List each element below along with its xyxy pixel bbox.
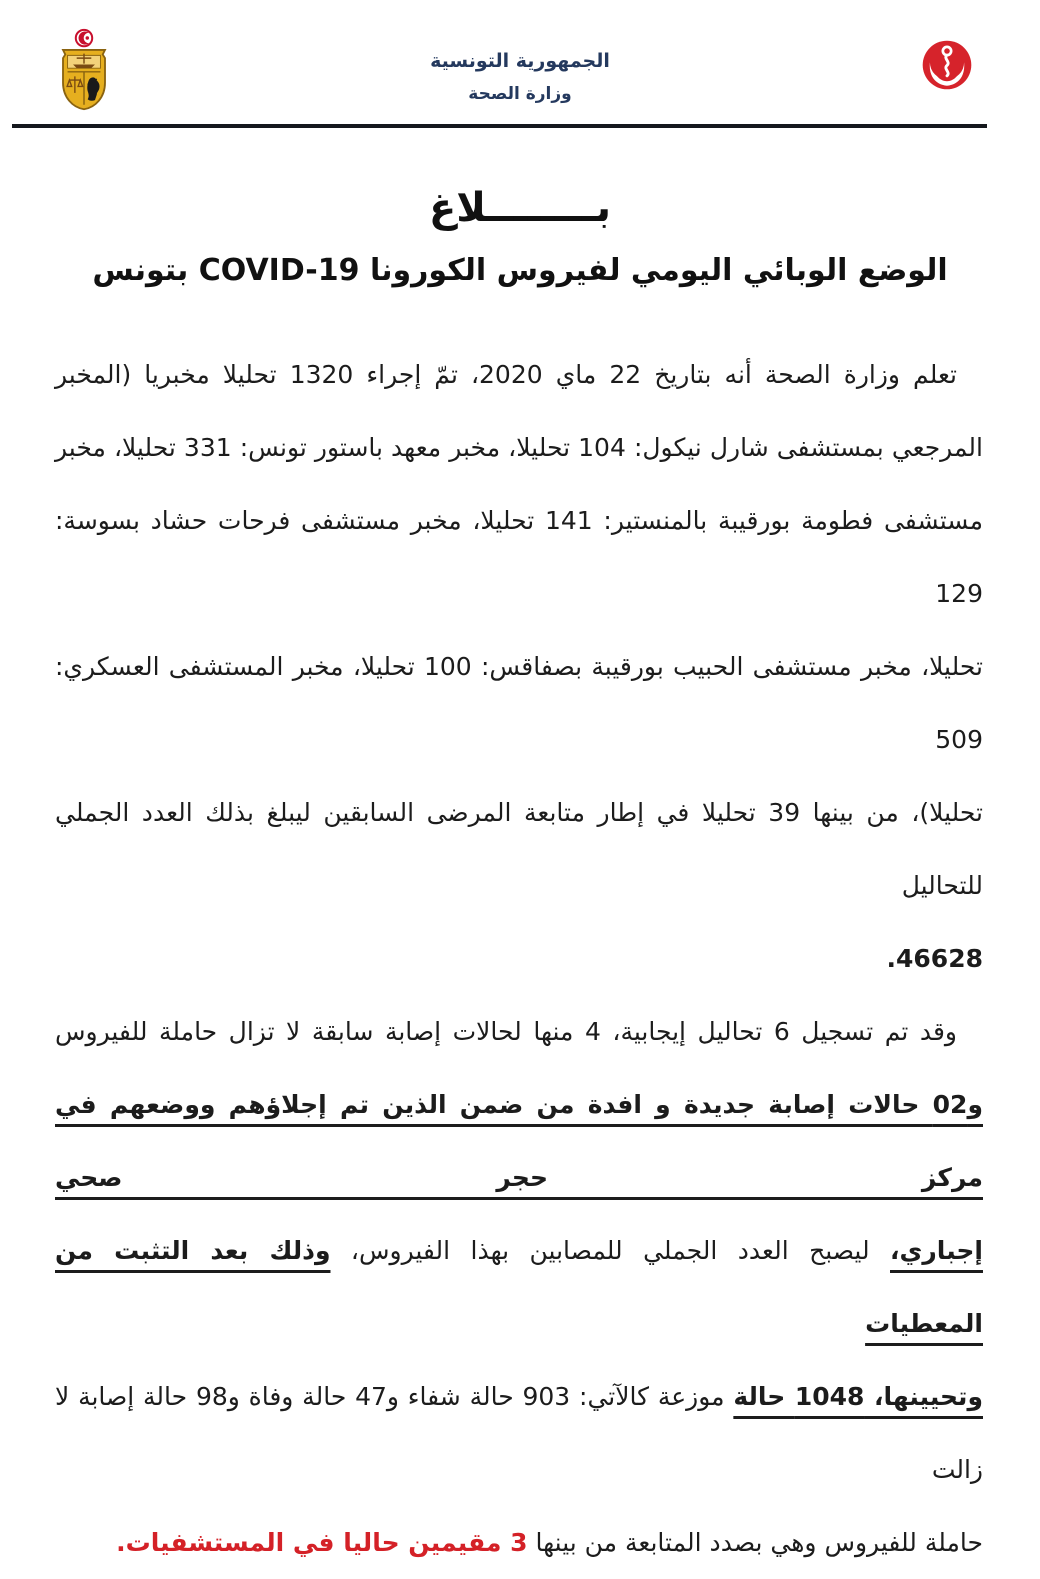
bulletin-subtitle: الوضع الوبائي اليومي لفيروس الكورونا COVID-19 بتونس: [92, 253, 948, 288]
document-header: [0, 0, 1040, 122]
text-segment: ليصبح العدد الجملي للمصابين بهذا الفيروس،: [330, 1236, 890, 1265]
text-line: [55, 411, 983, 484]
ministry-title: وزارة الصحة: [468, 84, 572, 104]
bulletin-title: بــــــــلاغ: [428, 185, 612, 231]
text-line: [55, 630, 983, 776]
text-line: [55, 1068, 983, 1214]
text-segment: تحليلا، مخبر مستشفى الحبيب بورقيبة بصفاقس: 100 تحليلا، مخبر المستشفى العسكري: 509: [55, 652, 983, 754]
text-segment: وقد تم تسجيل 6 تحاليل إيجابية، 4 منها لحالات إصابة سابقة لا تزال حاملة للفيروس: [55, 1017, 957, 1046]
text-line: [55, 1506, 983, 1579]
text-line: [55, 484, 983, 630]
republic-title: الجمهورية التونسية: [430, 50, 610, 72]
text-line: [55, 776, 983, 922]
header-titles: [0, 50, 1040, 104]
text-line: [55, 922, 983, 995]
text-line: [55, 338, 983, 411]
text-segment: مستشفى فطومة بورقيبة بالمنستير: 141 تحليلا، مخبر مستشفى فرحات حشاد بسوسة: 129: [55, 506, 983, 608]
text-segment: و02 حالات إصابة جديدة و افدة من ضمن الذين تم إجلاؤهم ووضعهم في مركز حجر صحي: [55, 1090, 983, 1192]
text-segment: 46628.: [886, 944, 983, 973]
text-line: [55, 1214, 983, 1360]
text-line: [55, 995, 983, 1068]
text-segment: إجباري،: [890, 1236, 983, 1265]
paragraph: [55, 338, 983, 995]
paragraph: [55, 995, 983, 1579]
text-segment: وتحيينها، 1048 حالة: [733, 1382, 983, 1411]
text-segment: موزعة كالآتي: 903 حالة شفاء و47 حالة وفاة و98 حالة إصابة لا زالت: [55, 1382, 983, 1484]
health-ministry-logo-icon: [920, 38, 974, 92]
text-segment: حاملة للفيروس وهي بصدد المتابعة من بينها: [527, 1528, 983, 1557]
text-segment: تعلم وزارة الصحة أنه بتاريخ 22 ماي 2020، تمّ إجراء 1320 تحليلا مخبريا (المخبر: [55, 360, 957, 389]
text-segment: وذلك بعد التثبت من المعطيات: [55, 1236, 983, 1338]
text-segment: المرجعي بمستشفى شارل نيكول: 104 تحليلا، مخبر معهد باستور تونس: 331 تحليلا، مخبر: [55, 433, 983, 462]
text-line: [55, 1360, 983, 1506]
text-segment: 3 مقيمين حاليا في المستشفيات.: [116, 1528, 528, 1557]
header-divider: [12, 124, 987, 128]
document-body: [55, 338, 983, 1579]
text-segment: تحليلا)، من بينها 39 تحليلا في إطار متابعة المرضى السابقين ليبلغ بذلك العدد الجملي للتحاليل: [55, 798, 983, 900]
